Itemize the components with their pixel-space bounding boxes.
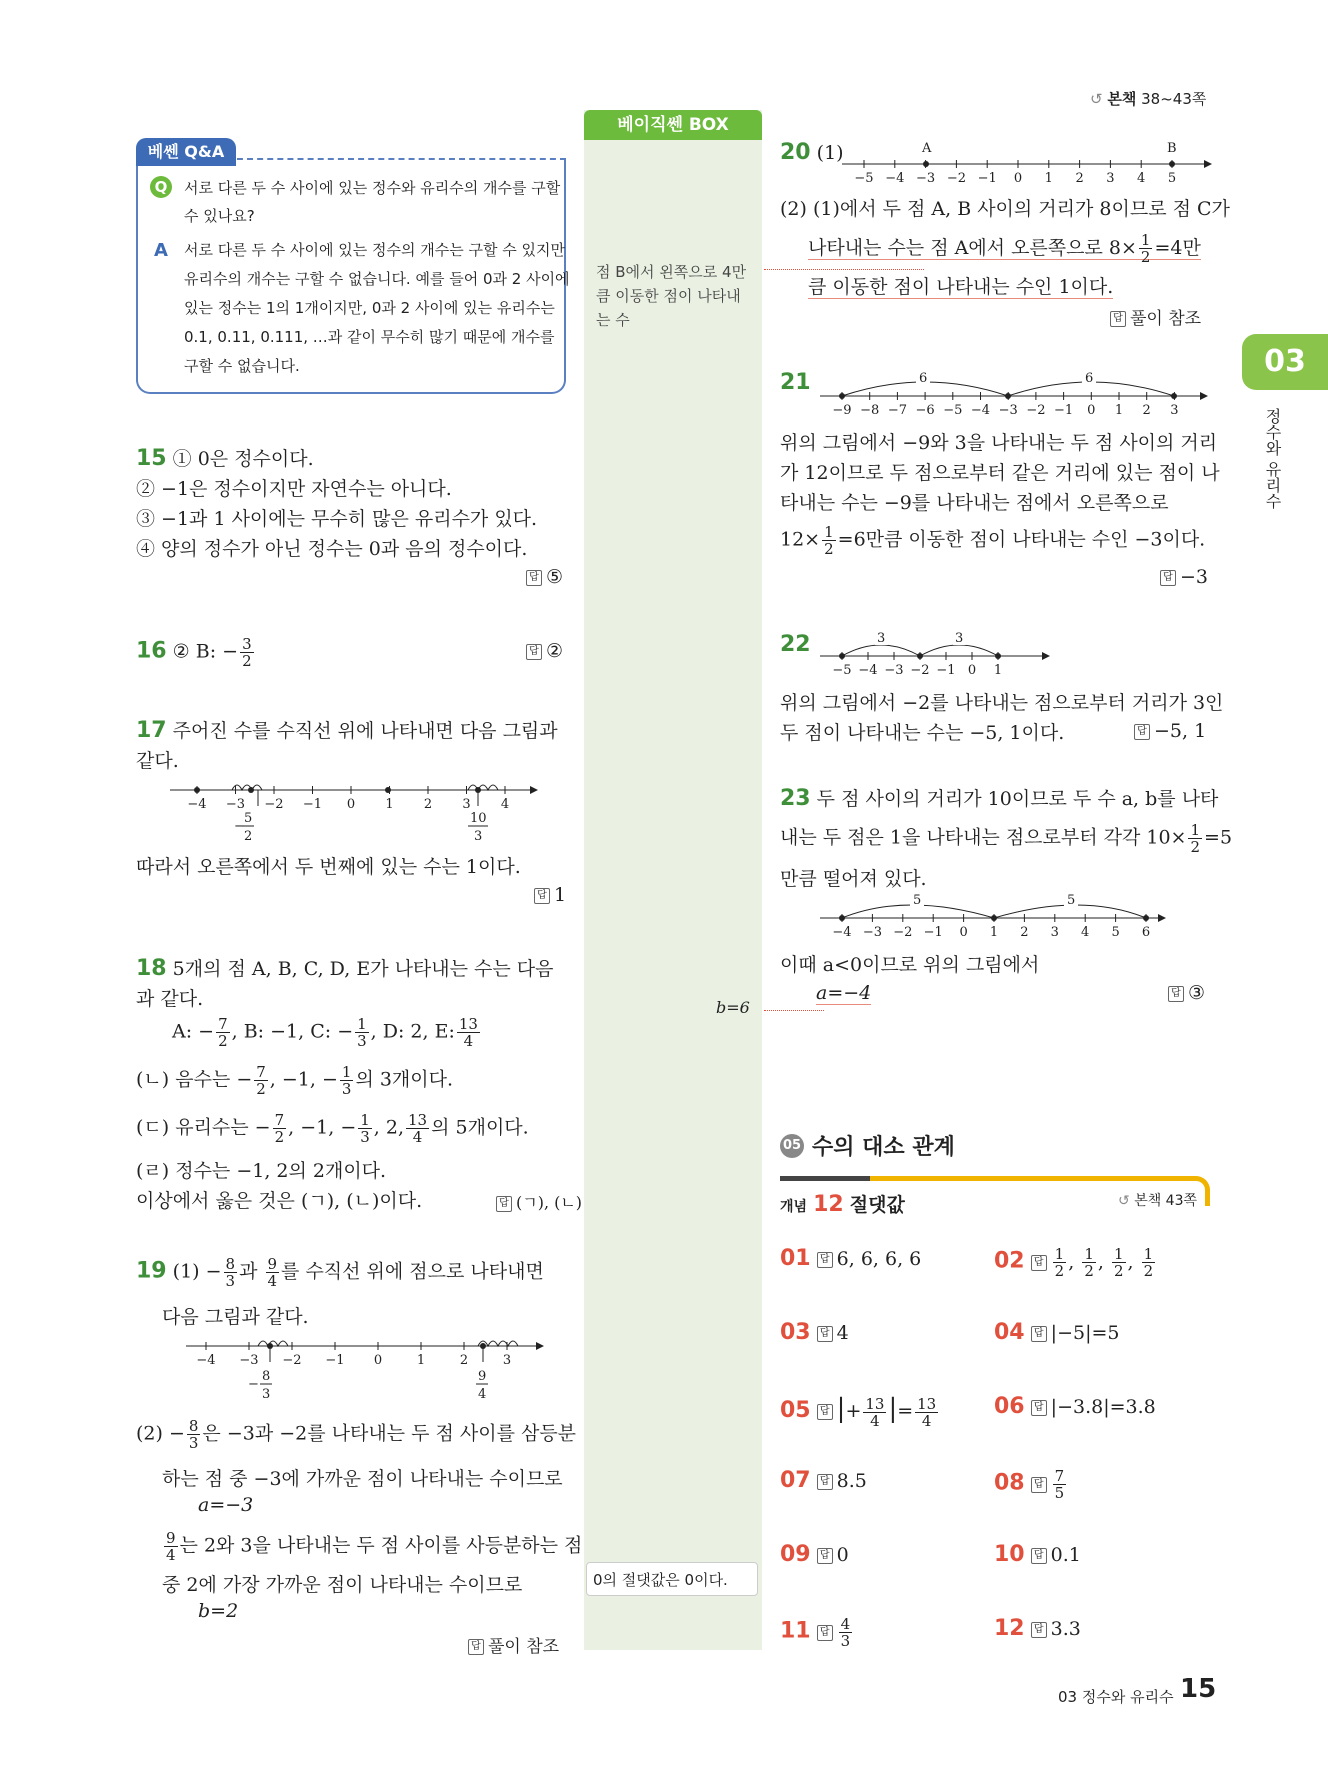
tick-label: −7 bbox=[887, 403, 907, 418]
answer-number: 08 bbox=[994, 1470, 1025, 1496]
answer-item bbox=[780, 1394, 940, 1429]
answer-item bbox=[780, 1616, 854, 1649]
basic-box-note-2: b=6 bbox=[716, 998, 750, 1017]
q17-line-2: 같다. bbox=[136, 750, 179, 772]
basic-box-note-3: 0의 절댓값은 0이다. bbox=[586, 1562, 758, 1596]
tick-label: −4 bbox=[187, 797, 207, 812]
q20-number-line bbox=[842, 138, 1214, 188]
q19-label-b-den: 4 bbox=[478, 1387, 487, 1402]
q21-number-line bbox=[820, 368, 1210, 422]
q18-negatives: (ㄴ) 음수는 − $\frac{7}{2}$ , −1, − $\frac{1}{3}$ 의 3개이다. bbox=[136, 1063, 454, 1098]
q17-label-a-sign: − bbox=[234, 819, 245, 834]
answer-value: |+ $\frac{13}{4}$ |= $\frac{13}{4}$ bbox=[836, 1394, 937, 1430]
answer-icon: 답 bbox=[1031, 1622, 1047, 1638]
answer-value: 3.3 bbox=[1050, 1618, 1081, 1640]
concept-reference: ↺ 본책 43쪽 bbox=[1118, 1193, 1198, 1209]
q21-arc-label-2: 6 bbox=[1085, 371, 1094, 386]
q20-answer: 답 풀이 참조 bbox=[1110, 304, 1201, 329]
tick-label: −5 bbox=[943, 403, 963, 418]
q23-line-3: 만큼 떨어져 있다. bbox=[780, 868, 927, 890]
tick-label: −1 bbox=[325, 1353, 345, 1368]
q19-result-b: b=2 bbox=[198, 1600, 239, 1622]
q23-number-line bbox=[820, 892, 1168, 944]
tick-label: 1 bbox=[1044, 171, 1053, 186]
tick-label: −2 bbox=[910, 663, 930, 678]
answer-icon: 답 bbox=[1031, 1255, 1047, 1271]
section-title: 수의 대소 관계 bbox=[812, 1135, 955, 1160]
answer-value: $\frac{4}{3}$ bbox=[840, 1615, 851, 1650]
q18-rationals: (ㄷ) 유리수는 − $\frac{7}{2}$ , −1, − $\frac{1}{3}$ , 2, $\frac{13}{4}$ 의 5개이다. bbox=[136, 1111, 529, 1146]
answer-value: $\frac{7}{5}$ bbox=[1054, 1467, 1065, 1502]
q23-arc-label-2: 5 bbox=[1067, 893, 1076, 908]
q19-part-1: 19 (1) − $\frac{8}{3}$ 과 $\frac{9}{4}$ 를 수직선 위에 점으로 나타내면 bbox=[136, 1255, 544, 1290]
tick-label: −3 bbox=[916, 171, 936, 186]
tick-label: −1 bbox=[977, 171, 997, 186]
tick-label: 3 bbox=[1050, 925, 1059, 940]
answer-mark-icon: A bbox=[154, 240, 168, 261]
q16-line: 16 ② B: − $\frac{3}{2}$ bbox=[136, 635, 252, 670]
tick-label: 2 bbox=[1142, 403, 1151, 418]
tick-label: −4 bbox=[885, 171, 905, 186]
q19-part-3: $\frac{9}{4}$ 는 2와 3을 나타내는 두 점 사이를 사등분하는 점 bbox=[166, 1529, 583, 1564]
q20-label-a: A bbox=[922, 141, 932, 156]
q23-line-1: 23 두 점 사이의 거리가 10이므로 두 수 a, b를 나타 bbox=[780, 786, 1219, 811]
answer-number: 10 bbox=[994, 1542, 1025, 1567]
basic-box-title: 베이직쎈 BOX bbox=[584, 110, 762, 140]
tick-label: 2 bbox=[459, 1353, 469, 1368]
qa-answer: 서로 다른 두 수 사이에 있는 정수의 개수는 구할 수 있지만 유리수의 개수는 구할 수 없습니다. 예를 들어 0과 2 사이에 있는 정수는 1의 1개이지만, 0과 2 사이에 있는 유리수는 0.1, 0.11, 0.111, …과 같이 무수히 많기 때문에 개수를 구할 수 없습니다. bbox=[184, 241, 570, 375]
q18-line-2: 과 같다. bbox=[136, 988, 204, 1010]
q19-part-2-line-2: 하는 점 중 −3에 가까운 점이 나타내는 수이므로 bbox=[162, 1468, 563, 1490]
answer-number: 02 bbox=[994, 1248, 1025, 1274]
answer-icon: 답 bbox=[526, 570, 542, 586]
tick-label: 0 bbox=[1087, 403, 1096, 418]
tick-label: −1 bbox=[936, 663, 956, 678]
tick-label: 3 bbox=[1106, 171, 1115, 186]
q17-label-b-num: 10 bbox=[470, 811, 487, 826]
tick-label: 5 bbox=[1111, 925, 1120, 940]
answer-item bbox=[994, 1320, 1120, 1345]
q23-arc-label-1: 5 bbox=[913, 893, 922, 908]
q15-answer: 답 ⑤ bbox=[526, 566, 563, 588]
answer-value: 0.1 bbox=[1050, 1544, 1081, 1566]
q21-answer: 답 −3 bbox=[1160, 566, 1208, 588]
answer-number: 03 bbox=[780, 1320, 811, 1345]
q15-number: 15 bbox=[136, 446, 167, 471]
answer-icon: 답 bbox=[817, 1252, 833, 1268]
tick-label: 0 bbox=[373, 1353, 383, 1368]
tick-label: −4 bbox=[858, 663, 878, 678]
tick-label: −1 bbox=[1054, 403, 1074, 418]
q18-integers: (ㄹ) 정수는 −1, 2의 2개이다. bbox=[136, 1160, 387, 1182]
tick-label: −2 bbox=[893, 925, 913, 940]
page-number: 15 bbox=[1180, 1674, 1217, 1704]
tick-label: 0 bbox=[1013, 171, 1023, 186]
tick-label: 3 bbox=[1170, 403, 1179, 418]
answer-item bbox=[780, 1246, 921, 1271]
reference-icon: ↺ bbox=[1118, 1193, 1130, 1209]
q15-line-2: ② −1은 정수이지만 자연수는 아니다. bbox=[136, 478, 452, 500]
answer-item bbox=[780, 1542, 849, 1567]
tick-label: −2 bbox=[282, 1353, 302, 1368]
chapter-tab: 03 bbox=[1242, 334, 1328, 390]
basic-box-column bbox=[584, 110, 762, 1650]
tick-label: 4 bbox=[500, 797, 510, 812]
q19-result-a: a=−3 bbox=[198, 1494, 254, 1516]
answer-icon: 답 bbox=[817, 1404, 833, 1420]
answer-item bbox=[994, 1616, 1081, 1641]
q19-part-2: (2) − $\frac{8}{3}$ 은 −3과 −2를 나타내는 두 점 사이를 삼등분 bbox=[136, 1417, 577, 1452]
answer-icon: 답 bbox=[817, 1326, 833, 1342]
chapter-tab-title: 정수와 유리수 bbox=[1263, 408, 1282, 510]
answer-icon: 답 bbox=[1031, 1548, 1047, 1564]
tick-label: −6 bbox=[915, 403, 935, 418]
answer-number: 06 bbox=[994, 1394, 1025, 1419]
answer-icon: 답 bbox=[817, 1625, 833, 1641]
tick-label: −2 bbox=[1026, 403, 1046, 418]
q17-number-line bbox=[170, 776, 540, 846]
answer-icon: 답 bbox=[817, 1474, 833, 1490]
tick-label: −1 bbox=[923, 925, 943, 940]
tick-label: −3 bbox=[998, 403, 1018, 418]
tick-label: 1 bbox=[385, 797, 394, 812]
q21-line-1: 위의 그림에서 −9와 3을 나타내는 두 점 사이의 거리 bbox=[780, 432, 1218, 454]
answer-number: 09 bbox=[780, 1542, 811, 1567]
q20-line-1: (2) (1)에서 두 점 A, B 사이의 거리가 8이므로 점 C가 bbox=[780, 198, 1230, 220]
tick-label: 3 bbox=[502, 1353, 512, 1368]
answer-icon: 답 bbox=[817, 1548, 833, 1564]
q15-line-4: ④ 양의 정수가 아닌 정수는 0과 음의 정수이다. bbox=[136, 538, 528, 560]
tick-label: 0 bbox=[967, 663, 977, 678]
q19-part-3-line-2: 중 2에 가장 가까운 점이 나타내는 수이므로 bbox=[162, 1574, 523, 1596]
qa-box-title: 베쎈 Q&A bbox=[136, 138, 236, 166]
answer-item bbox=[994, 1394, 1156, 1419]
q22-arc-label-2: 3 bbox=[955, 631, 964, 646]
q21-arc-label-1: 6 bbox=[919, 371, 928, 386]
tick-label: −2 bbox=[264, 797, 284, 812]
q23-line-5: a=−4 bbox=[816, 982, 872, 1004]
answer-item bbox=[994, 1542, 1081, 1567]
q17-line-1: 17 주어진 수를 수직선 위에 나타내면 다음 그림과 bbox=[136, 718, 558, 743]
tick-label: −8 bbox=[860, 403, 880, 418]
tick-label: −4 bbox=[832, 925, 852, 940]
q16-answer: 답 ② bbox=[526, 640, 563, 662]
tick-label: 5 bbox=[1167, 171, 1177, 186]
answer-item bbox=[780, 1468, 867, 1493]
answer-number: 12 bbox=[994, 1616, 1025, 1641]
tick-label: −3 bbox=[884, 663, 904, 678]
answer-icon: 답 bbox=[1031, 1400, 1047, 1416]
q17-conclusion: 따라서 오른쪽에서 두 번째에 있는 수는 1이다. bbox=[136, 856, 521, 878]
qa-question: 서로 다른 두 수 사이에 있는 정수와 유리수의 개수를 구할 수 있나요? bbox=[184, 179, 561, 225]
q22-number-line bbox=[820, 630, 1052, 680]
connector-line bbox=[764, 1010, 824, 1011]
q19-label-a-num: 8 bbox=[262, 1369, 271, 1384]
q18-points: A: − $\frac{7}{2}$ , B: −1, C: − $\frac{1}{3}$ , D: 2, E: $\frac{13}{4}$ bbox=[172, 1015, 478, 1050]
answer-value: 0 bbox=[836, 1544, 849, 1566]
tick-label: 1 bbox=[1114, 403, 1124, 418]
tick-label: −3 bbox=[225, 797, 246, 812]
q19-part-1-line-2: 다음 그림과 같다. bbox=[162, 1306, 309, 1328]
section-badge: 05 bbox=[780, 1134, 804, 1158]
answer-number: 04 bbox=[994, 1320, 1025, 1345]
q19-label-b-num: 9 bbox=[478, 1369, 487, 1384]
tick-label: 3 bbox=[462, 797, 471, 812]
answer-number: 01 bbox=[780, 1246, 811, 1271]
tick-label: −3 bbox=[239, 1353, 259, 1368]
q20-line-2: 나타내는 수는 점 A에서 오른쪽으로 8× $\frac{1}{2}$ =4만 bbox=[808, 231, 1201, 266]
q17-label-a-num: 5 bbox=[244, 811, 253, 826]
tick-label: 2 bbox=[1075, 171, 1084, 186]
tick-label: 2 bbox=[423, 797, 433, 812]
tick-label: −4 bbox=[970, 403, 991, 418]
q21-line-3: 타내는 수는 −9를 나타내는 점에서 오른쪽으로 bbox=[780, 492, 1169, 514]
q20-label-b: B bbox=[1167, 141, 1177, 156]
q20-line-3: 큼 이동한 점이 나타내는 수인 1이다. bbox=[808, 276, 1114, 298]
q18-conclusion: 이상에서 옳은 것은 (ㄱ), (ㄴ)이다. bbox=[136, 1190, 423, 1212]
answer-value: |−3.8|=3.8 bbox=[1050, 1396, 1156, 1418]
q22-number: 22 bbox=[780, 632, 811, 657]
tick-label: 2 bbox=[1020, 925, 1029, 940]
answer-icon: 답 bbox=[1031, 1477, 1047, 1493]
basic-box-note-1: 점 B에서 왼쪽으로 4만 큼 이동한 점이 나타내 는 수 bbox=[596, 263, 747, 329]
q15-line-3: ③ −1과 1 사이에는 무수히 많은 유리수가 있다. bbox=[136, 508, 538, 530]
q22-answer: 답 −5, 1 bbox=[1134, 720, 1206, 742]
tick-label: −9 bbox=[832, 403, 852, 418]
q22-line-2: 두 점이 나타내는 수는 −5, 1이다. bbox=[780, 722, 1065, 744]
tick-label: −4 bbox=[196, 1353, 216, 1368]
tick-label: 1 bbox=[993, 663, 1003, 678]
q19-number-line bbox=[186, 1330, 546, 1404]
answer-item bbox=[780, 1320, 849, 1345]
answer-icon: 답 bbox=[1031, 1326, 1047, 1342]
q17-label-a-den: 2 bbox=[244, 829, 253, 844]
q23-line-4: 이때 a<0이므로 위의 그림에서 bbox=[780, 954, 1040, 976]
q19-label-a-sign: − bbox=[248, 1377, 259, 1392]
answer-value: |−5|=5 bbox=[1050, 1322, 1120, 1344]
page-reference: ↺ 본책 38~43쪽 bbox=[1090, 90, 1207, 108]
q18-answer: 답 (ㄱ), (ㄴ) bbox=[496, 1190, 582, 1213]
answer-item bbox=[994, 1246, 1157, 1279]
answer-number: 05 bbox=[780, 1398, 811, 1423]
q22-arc-label-1: 3 bbox=[877, 631, 886, 646]
tick-label: −5 bbox=[854, 171, 874, 186]
q20-part-1: 20 (1) bbox=[780, 140, 844, 165]
tick-label: −1 bbox=[302, 797, 323, 812]
concept-header: 개념 12 절댓값 bbox=[780, 1192, 905, 1217]
q22-line-1: 위의 그림에서 −2를 나타내는 점으로부터 거리가 3인 bbox=[780, 692, 1224, 714]
q17-label-b-den: 3 bbox=[474, 829, 483, 844]
tick-label: −3 bbox=[862, 925, 882, 940]
q23-answer: 답 ③ bbox=[1168, 982, 1205, 1004]
answer-value: 4 bbox=[836, 1322, 849, 1344]
tick-label: 4 bbox=[1137, 171, 1146, 186]
answer-item bbox=[994, 1468, 1068, 1501]
tick-label: 4 bbox=[1081, 925, 1090, 940]
q18-line-1: 18 5개의 점 A, B, C, D, E가 나타내는 수는 다음 bbox=[136, 956, 554, 981]
q19-answer: 답 풀이 참조 bbox=[468, 1632, 559, 1657]
q21-line-4: 12× $\frac{1}{2}$ =6만큼 이동한 점이 나타내는 수인 −3이다. bbox=[780, 523, 1206, 558]
q23-line-2: 내는 두 점은 1을 나타내는 점으로부터 각각 10× $\frac{1}{2}$ =5 bbox=[780, 821, 1233, 856]
q21-number: 21 bbox=[780, 370, 811, 395]
question-mark-icon: Q bbox=[150, 176, 172, 198]
answer-value: 6, 6, 6, 6 bbox=[836, 1248, 922, 1270]
tick-label: 1 bbox=[416, 1353, 426, 1368]
connector-line bbox=[764, 269, 924, 270]
footer-chapter: 03 정수와 유리수 bbox=[1058, 1688, 1174, 1706]
answer-number: 11 bbox=[780, 1618, 811, 1644]
q19-label-a-den: 3 bbox=[262, 1387, 271, 1402]
reference-icon: ↺ bbox=[1090, 90, 1103, 108]
answer-number: 07 bbox=[780, 1468, 811, 1493]
tick-label: −2 bbox=[946, 171, 966, 186]
answer-value: $\frac{1}{2}$ , $\frac{1}{2}$ , $\frac{1}{2}$ , $\frac{1}{2}$ bbox=[1054, 1245, 1154, 1280]
tick-label: 6 bbox=[1141, 925, 1151, 940]
tick-label: 1 bbox=[989, 925, 999, 940]
q17-answer: 답 1 bbox=[534, 884, 566, 906]
concept-bar-dark bbox=[780, 1176, 870, 1181]
tick-label: 0 bbox=[346, 797, 356, 812]
q21-line-2: 가 12이므로 두 점으로부터 같은 거리에 있는 점이 나 bbox=[780, 462, 1220, 484]
q15-line-1: 15 ① 0은 정수이다. bbox=[136, 446, 314, 471]
tick-label: 0 bbox=[959, 925, 968, 940]
tick-label: −5 bbox=[832, 663, 852, 678]
answer-value: 8.5 bbox=[836, 1470, 867, 1492]
